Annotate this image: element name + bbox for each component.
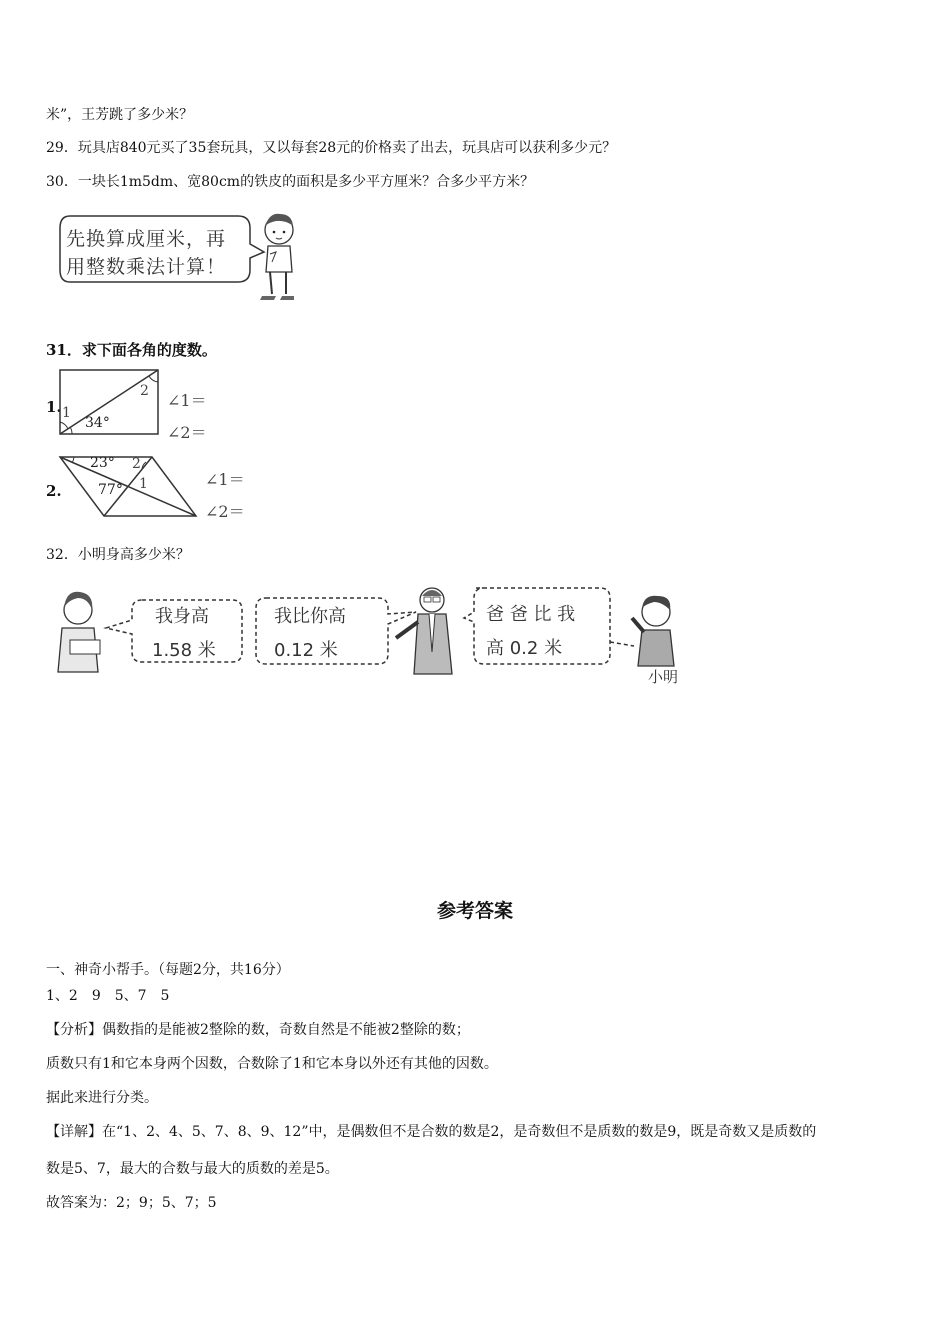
analysis-line1: 【分析】偶数指的是能被2整除的数，奇数自然是不能被2整除的数； — [46, 1022, 470, 1038]
angle-arc-2 — [149, 376, 158, 382]
q30-text: 30．一块长1m5dm、宽80cm的铁皮的面积是多少平方厘米？合多少平方米？ — [46, 174, 535, 190]
q32-name-label: 小明 — [648, 668, 679, 686]
q31-fig1-angle-34: 34° — [85, 415, 110, 431]
q32-bubble1-line2: 1.58 米 — [152, 640, 216, 661]
q31-fig2-mark1: 1 — [139, 476, 148, 492]
q32-bubble3-line2: 高 0.2 米 — [486, 638, 563, 659]
q31-fig1-label: 1. — [46, 398, 62, 416]
q32-scene-svg — [44, 582, 700, 692]
q32-text: 32．小明身高多少米？ — [46, 547, 190, 563]
q31-fig2-ans2: ∠2＝ — [205, 502, 245, 521]
angle-arc-34 — [70, 427, 72, 434]
q31-text: 31．求下面各角的度数。 — [46, 341, 217, 359]
q31-figure1 — [58, 368, 162, 438]
q31-fig2-angle-23: 23° — [90, 455, 115, 471]
analysis-line2: 质数只有1和它本身两个因数，合数除了1和它本身以外还有其他的因数。 — [46, 1056, 498, 1072]
q32-figure — [44, 582, 700, 692]
q30-bubble-line2: 用整数乘法计算！ — [66, 256, 227, 278]
q31-fig2-angle-77: 77° — [98, 482, 123, 498]
rectangle-diagonal-diagram — [58, 368, 162, 438]
q28-tail: 米”，王芳跳了多少米？ — [46, 107, 194, 123]
answer-section1: 一、神奇小帮手。（每题2分，共16分） — [46, 962, 290, 978]
boy-xiaoming-icon — [632, 596, 674, 666]
q32-bubble1-line1: 我身高 — [155, 606, 209, 627]
final-answer: 故答案为：2；9；5、7；5 — [46, 1195, 217, 1211]
q30-figure — [58, 208, 308, 308]
angle-arc-23 — [72, 457, 74, 463]
answer-1: 1、2 9 5、7 5 — [46, 988, 170, 1004]
q29-text: 29．玩具店840元买了35套玩具，又以每套28元的价格卖了出去，玩具店可以获利多少元？ — [46, 140, 617, 156]
analysis-line3: 据此来进行分类。 — [46, 1090, 158, 1106]
parallelogram-diagram — [58, 454, 200, 520]
answer-title: 参考答案 — [436, 900, 513, 922]
q32-bubble2-line2: 0.12 米 — [274, 640, 338, 661]
woman-icon — [58, 592, 100, 672]
q31-figure2 — [58, 454, 200, 520]
detail-line2: 数是5、7，最大的合数与最大的质数的差是5。 — [46, 1161, 339, 1177]
detail-line1: 【详解】在“1、2、4、5、7、8、9、12”中，是偶数但不是合数的数是2，是奇数但不是质数的数是9，既是奇数又是质数的 — [46, 1124, 817, 1140]
q31-fig1-mark1: 1 — [62, 405, 71, 421]
father-icon — [396, 588, 452, 674]
boy-icon — [260, 214, 294, 300]
q30-bubble-line1: 先换算成厘米，再 — [66, 228, 227, 250]
q31-fig2-mark2: 2 — [132, 456, 141, 472]
q31-fig1-ans2: ∠2＝ — [167, 423, 207, 442]
q31-fig1-mark2: 2 — [140, 383, 149, 399]
angle-arc-1 — [60, 422, 68, 429]
q31-fig2-ans1: ∠1＝ — [205, 470, 245, 489]
q32-bubble3-line1: 爸 爸 比 我 — [486, 604, 576, 625]
q31-fig1-ans1: ∠1＝ — [167, 391, 207, 410]
q32-bubble2-line1: 我比你高 — [274, 606, 346, 627]
q31-fig2-label: 2. — [46, 482, 62, 500]
